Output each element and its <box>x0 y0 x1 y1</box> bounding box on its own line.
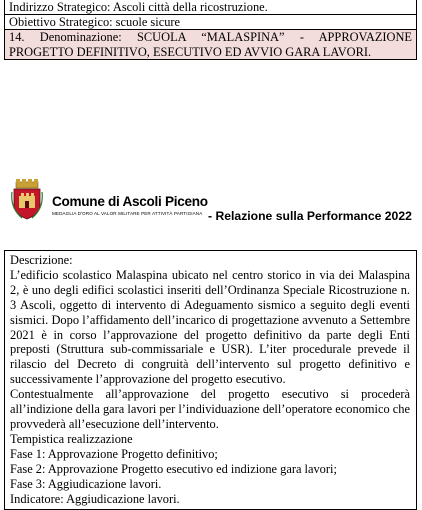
coat-of-arms-icon <box>10 178 44 220</box>
project-name-row <box>5 29 416 58</box>
strategic-objective-row: Obiettivo Strategico: scuole sicure <box>5 14 416 29</box>
indicator: Indicatore: Aggiudicazione lavori. <box>10 491 180 506</box>
phase-3: Fase 3: Aggiudicazione lavori. <box>10 476 162 491</box>
project-name-line1: 14. Denominazione: SCUOLA “MALASPINA” - APPROVAZIONE <box>9 30 412 45</box>
description-label: Descrizione: <box>10 253 73 267</box>
phase-2: Fase 2: Approvazione Progetto esecutivo ed indizione gara lavori; <box>10 461 337 476</box>
page-header <box>10 176 414 228</box>
report-title: - Relazione sulla Performance 2022 <box>208 209 412 223</box>
strategic-direction-row: Indirizzo Strategico: Ascoli città della ricostruzione. <box>9 0 268 14</box>
municipality-subtitle: MEDAGLIA D'ORO AL VALOR MILITARE PER ATTIVITÀ PARTIGIANA <box>52 211 203 216</box>
timing-label: Tempistica realizzazione <box>10 431 133 446</box>
description-paragraph-2: Contestualmente all’approvazione del progetto esecutivo si procederà all’indizione della gara lavori per l’individuazione dell’operatore economico che provvederà all’esecuzione dell’intervento. <box>10 387 410 431</box>
description-box <box>4 250 417 510</box>
project-name-line2: PROGETTO DEFINITIVO, ESECUTIVO ED AVVIO GARA LAVORI. <box>9 44 372 59</box>
objective-table <box>4 0 417 60</box>
municipality-name: Comune di Ascoli Piceno <box>52 194 208 209</box>
phase-1: Fase 1: Approvazione Progetto definitivo; <box>10 446 218 461</box>
description-paragraph-1: L’edificio scolastico Malaspina ubicato nel centro storico in via dei Malaspina 2, è uno degli edifici scolastici inseriti dell’Ordinanza Speciale Ricostruzione n. 3 Ascoli, oggetto di intervento di Adeguamento sismico a seguito degli eventi sismici. Dopo l’affidamento dell’incarico di progettazione avvenuto a Settembre 2021 è in corso l’approvazione del progetto definitivo da parte degli Enti preposti (Struttura sub-commissariale e USR). L’iter procedurale prevede il rilascio del Decreto di congruità dell’intervento sul progetto definitivo e successivamente l’approvazione del progetto esecutivo. <box>10 267 410 387</box>
